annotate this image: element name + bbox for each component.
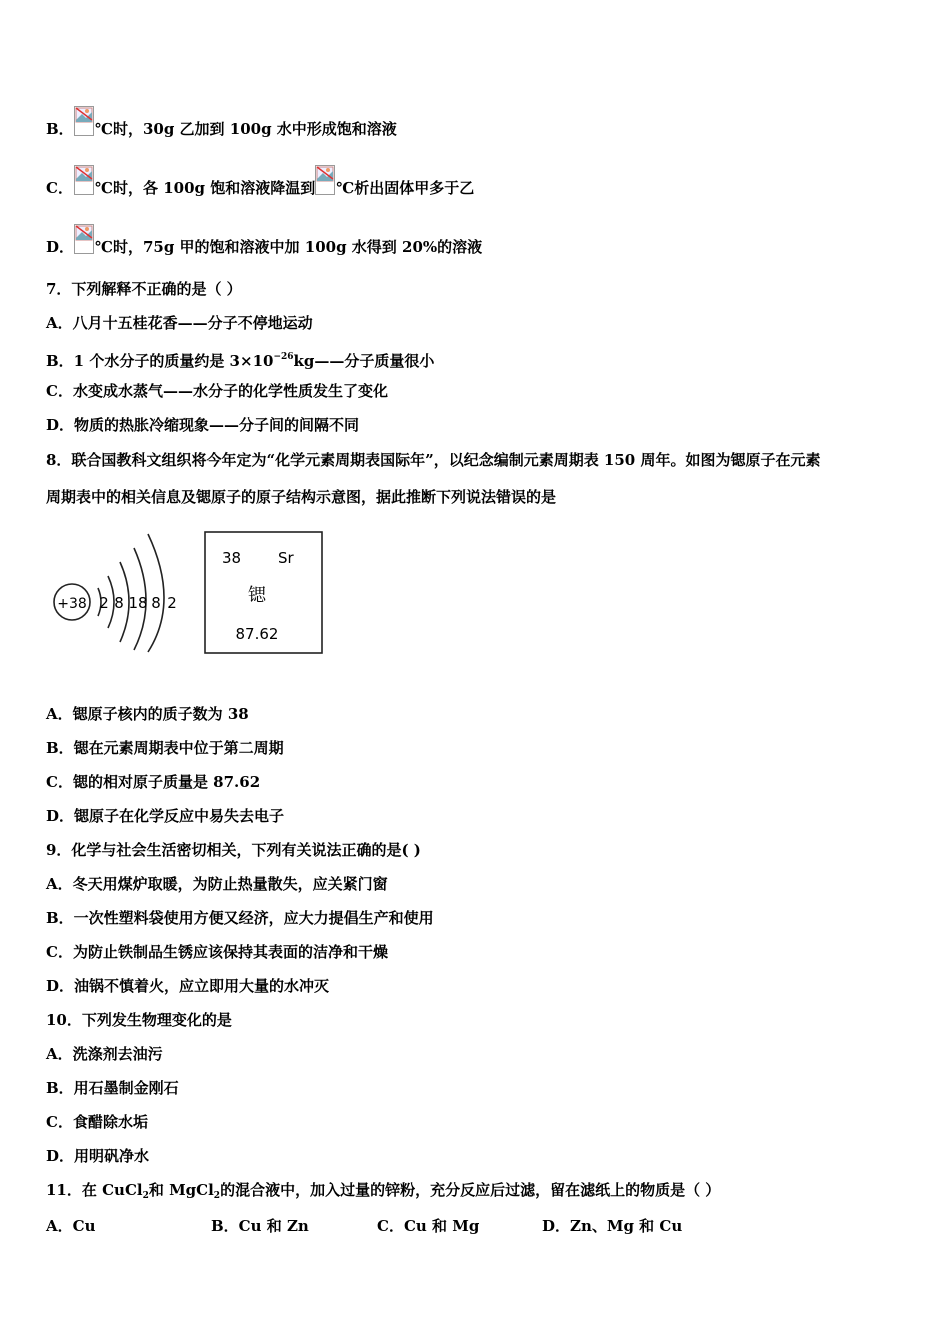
q7-b-post: kg——分子质量很小 bbox=[293, 352, 435, 370]
q8-option-c[interactable]: C．锶的相对原子质量是 87.62 bbox=[46, 773, 261, 791]
element-atomic-mass: 87.62 bbox=[235, 625, 279, 643]
shell-electrons-4: 8 bbox=[151, 594, 161, 612]
q11-option-b[interactable]: B．Cu 和 Zn bbox=[211, 1217, 309, 1235]
q11-stem-post: 的混合液中，加入过量的锌粉，充分反应后过滤，留在滤纸上的物质是（ ） bbox=[220, 1181, 721, 1199]
q11-stem bbox=[46, 1180, 720, 1206]
q6-option-d[interactable] bbox=[46, 232, 482, 257]
q11-subscript-2: 2 bbox=[213, 1191, 221, 1201]
broken-image-icon bbox=[74, 173, 94, 195]
q11-option-d[interactable]: D．Zn、Mg 和 Cu bbox=[542, 1217, 683, 1235]
q10-option-b[interactable]: B．用石墨制金刚石 bbox=[46, 1079, 179, 1097]
q6-b-text: ℃时，30g 乙加到 100g 水中形成饱和溶液 bbox=[95, 120, 397, 138]
element-name: 锶 bbox=[248, 585, 266, 606]
shell-electrons-5: 2 bbox=[167, 594, 177, 612]
q6-c-text1: ℃时，各 100g 饱和溶液降温到 bbox=[95, 179, 316, 197]
q8-stem-line1: 8．联合国教科文组织将今年定为“化学元素周期表国际年”，以纪念编制元素周期表 150 周年。如图为锶原子在元素 bbox=[46, 451, 821, 469]
q9-option-c[interactable]: C．为防止铁制品生锈应该保持其表面的洁净和干燥 bbox=[46, 943, 388, 961]
q8-option-a[interactable]: A．锶原子核内的质子数为 38 bbox=[46, 705, 249, 723]
strontium-atom-diagram bbox=[48, 518, 188, 653]
q7-option-c[interactable]: C．水变成水蒸气——水分子的化学性质发生了变化 bbox=[46, 382, 388, 400]
shell-electrons-2: 8 bbox=[114, 594, 124, 612]
q8-stem-line2: 周期表中的相关信息及锶原子的原子结构示意图，据此推断下列说法错误的是 bbox=[46, 488, 557, 506]
q7-b-exponent: −26 bbox=[273, 352, 294, 362]
q8-option-b[interactable]: B．锶在元素周期表中位于第二周期 bbox=[46, 739, 284, 757]
q9-option-d[interactable]: D．油锅不慎着火，应立即用大量的水冲灭 bbox=[46, 977, 330, 995]
q6-option-b[interactable] bbox=[46, 114, 397, 139]
q11-stem-pre: 11．在 CuCl bbox=[46, 1181, 143, 1199]
q9-stem: 9．化学与社会生活密切相关，下列有关说法正确的是( ) bbox=[46, 841, 421, 859]
q11-option-c[interactable]: C．Cu 和 Mg bbox=[377, 1217, 480, 1235]
q7-stem: 7．下列解释不正确的是（ ） bbox=[46, 280, 242, 298]
q7-option-a[interactable]: A．八月十五桂花香——分子不停地运动 bbox=[46, 314, 313, 332]
q11-subscript-1: 2 bbox=[142, 1191, 149, 1201]
q7-option-d[interactable]: D．物质的热胀冷缩现象——分子间的间隔不同 bbox=[46, 416, 360, 434]
option-letter: B． bbox=[46, 120, 74, 138]
q9-option-b[interactable]: B．一次性塑料袋使用方便又经济，应大力提倡生产和使用 bbox=[46, 909, 434, 927]
q10-option-a[interactable]: A．洗涤剂去油污 bbox=[46, 1045, 163, 1063]
q10-stem: 10．下列发生物理变化的是 bbox=[46, 1011, 232, 1029]
option-letter: C． bbox=[46, 179, 73, 197]
q7-option-b[interactable] bbox=[46, 347, 434, 371]
q10-option-c[interactable]: C．食醋除水垢 bbox=[46, 1113, 148, 1131]
element-symbol: Sr bbox=[278, 549, 294, 567]
element-atomic-number: 38 bbox=[222, 549, 242, 567]
q8-option-d[interactable]: D．锶原子在化学反应中易失去电子 bbox=[46, 807, 285, 825]
option-letter: D． bbox=[46, 238, 75, 256]
element-card-strontium bbox=[204, 531, 324, 655]
q6-c-text2: ℃析出固体甲多于乙 bbox=[336, 179, 475, 197]
q11-option-a[interactable]: A．Cu bbox=[46, 1217, 96, 1235]
q7-b-pre: B．1 个水分子的质量约是 3×10 bbox=[46, 352, 274, 370]
q10-option-d[interactable]: D．用明矾净水 bbox=[46, 1147, 150, 1165]
broken-image-icon bbox=[315, 173, 335, 195]
q11-options-row bbox=[0, 1215, 950, 1237]
atom-nucleus-charge: +38 bbox=[57, 596, 87, 612]
broken-image-icon bbox=[74, 114, 94, 136]
q6-d-text: ℃时，75g 甲的饱和溶液中加 100g 水得到 20%的溶液 bbox=[95, 238, 483, 256]
shell-electrons-3: 18 bbox=[128, 594, 148, 612]
shell-electrons-1: 2 bbox=[99, 594, 109, 612]
q9-option-a[interactable]: A．冬天用煤炉取暖，为防止热量散失，应关紧门窗 bbox=[46, 875, 388, 893]
q11-stem-mid: 和 MgCl bbox=[148, 1181, 214, 1199]
q6-option-c[interactable] bbox=[46, 173, 474, 198]
broken-image-icon bbox=[74, 232, 94, 254]
